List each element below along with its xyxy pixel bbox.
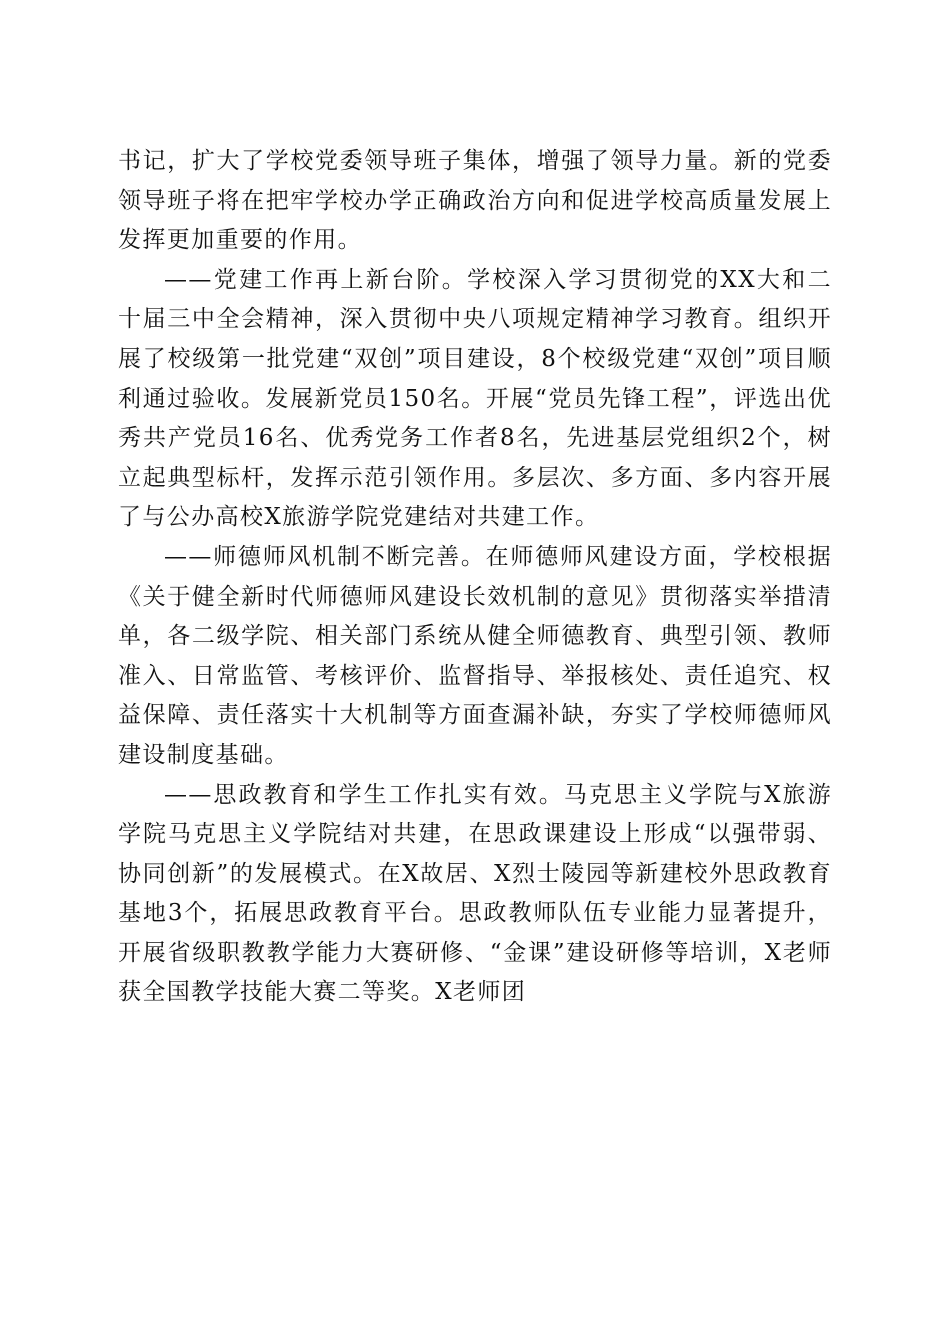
paragraph-ideological-education: ——思政教育和学生工作扎实有效。马克思主义学院与X旅游学院马克思主义学院结对共建，在思政课建设上形成“以强带弱、协同创新”的发展模式。在X故居、X烈士陵园等新建校外思政教育基地3个，拓展思政教育平台。思政教师队伍专业能力显著提升，开展省级职教教学能力大赛研修、“金课”建设研修等培训，X老师获全国教学技能大赛二等奖。X老师团 — [118, 781, 832, 1006]
body-text — [118, 142, 832, 1013]
paragraph-leadership: 书记，扩大了学校党委领导班子集体，增强了领导力量。新的党委领导班子将在把牢学校办学正确政治方向和促进学校高质量发展上发挥更加重要的作用。 — [118, 148, 832, 254]
paragraph-party-building: ——党建工作再上新台阶。学校深入学习贯彻党的XX大和二十届三中全会精神，深入贯彻中央八项规定精神学习教育。组织开展了校级第一批党建“双创”项目建设，8个校级党建“双创”项目顺利通过验收。发展新党员150名。开展“党员先锋工程”，评选出优秀共产党员16名、优秀党务工作者8名，先进基层党组织2个，树立起典型标杆，发挥示范引领作用。多层次、多方面、多内容开展了与公办高校X旅游学院党建结对共建工作。 — [118, 266, 832, 531]
paragraph-teacher-ethics: ——师德师风机制不断完善。在师德师风建设方面，学校根据《关于健全新时代师德师风建设长效机制的意见》贯彻落实举措清单，各二级学院、相关部门系统从健全师德教育、典型引领、教师准入、日常监管、考核评价、监督指导、举报核处、责任追究、权益保障、责任落实十大机制等方面查漏补缺，夯实了学校师德师风建设制度基础。 — [118, 543, 832, 768]
